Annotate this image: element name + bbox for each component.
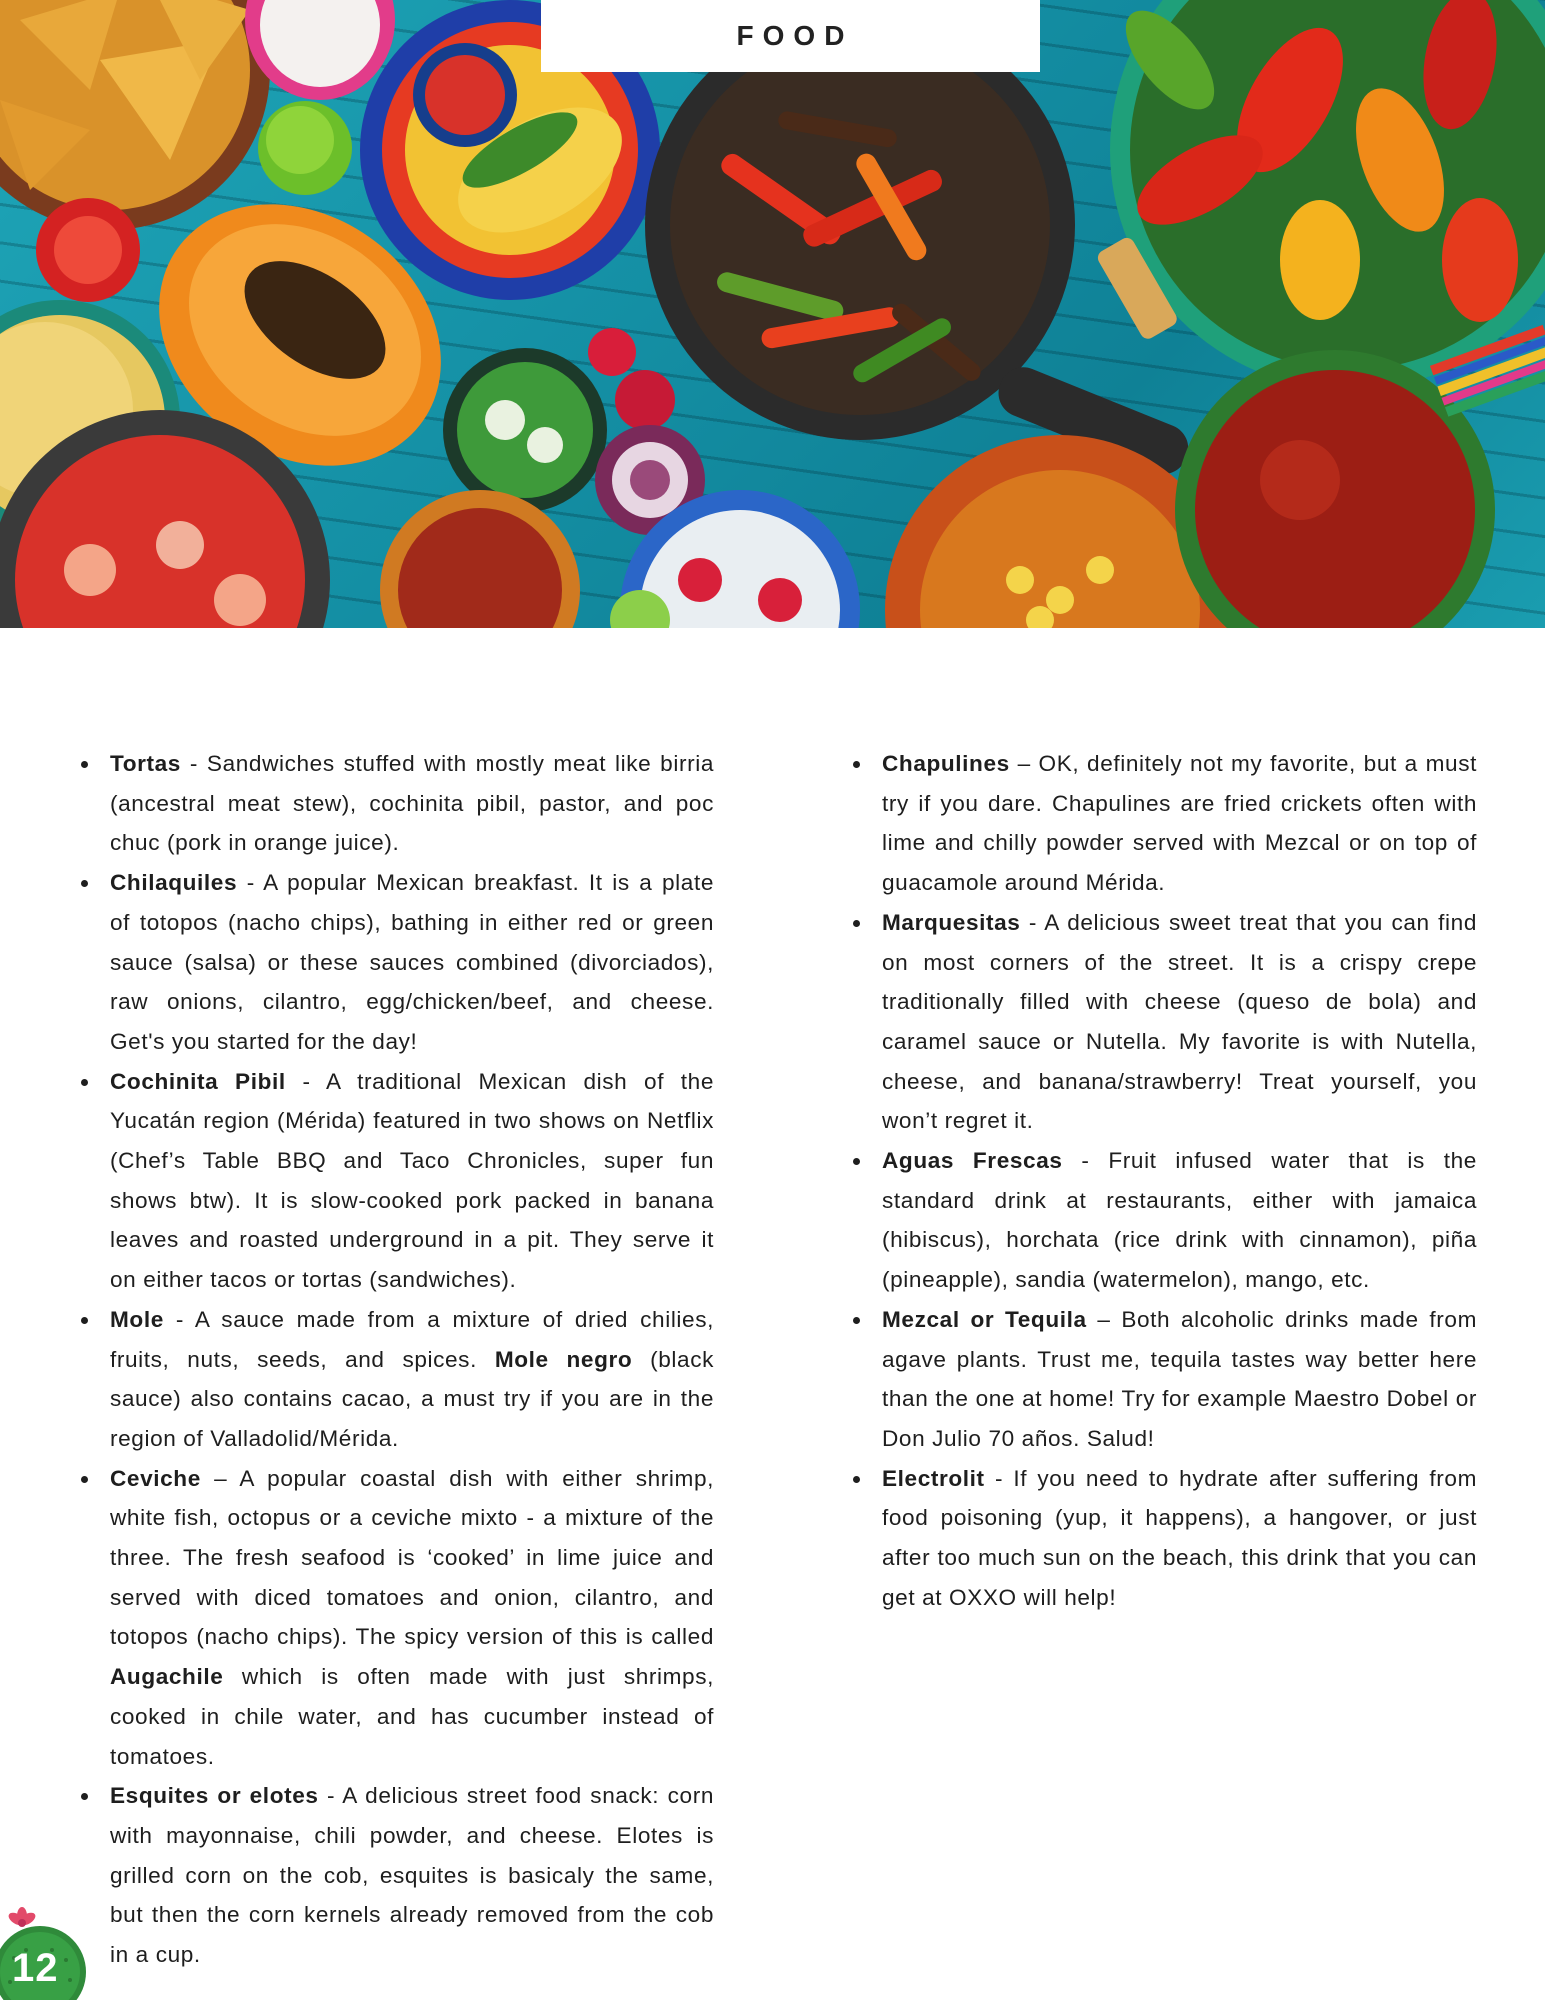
item-term-secondary: Augachile: [110, 1664, 224, 1690]
item-description: - Sandwiches stuffed with mostly meat like birria (ancestral meat stew), cochinita pibil, pastor, and poc chuc (pork in orange juice).: [110, 751, 714, 856]
list-item: [78, 863, 714, 1062]
hero-food-photo: [0, 0, 1545, 628]
list-item: [78, 744, 714, 863]
item-description: - A delicious street food snack: corn with mayonnaise, chili powder, and cheese. Elotes is grilled corn on the cob, esquites is basicaly the same, but then the corn kernels already removed from the cob in a cup.: [110, 1783, 714, 1968]
list-item: [78, 1776, 714, 1975]
item-description: - Fruit infused water that is the standard drink at restaurants, either with jamaica (hibiscus), horchata (rice drink with cinnamon), piña (pineapple), sandia (watermelon), mango, etc.: [882, 1148, 1477, 1293]
item-description: – A popular coastal dish with either shrimp, white fish, octopus or a ceviche mixto - a mixture of the three. The fresh seafood is ‘cooked’ in lime juice and served with diced tomatoes and onion, cilantro, and totopos (nacho chips). The spicy version of this is called: [110, 1465, 714, 1650]
item-term: Chilaquiles: [110, 870, 238, 896]
item-description: - A popular Mexican breakfast. It is a plate of totopos (nacho chips), bathing in either red or green sauce (salsa) or these sauces combined (divorciados), raw onions, cilantro, egg/chicken/beef, and cheese. Get's you started for the day!: [110, 870, 714, 1054]
page-title: FOOD: [736, 20, 854, 51]
list-item: [850, 1141, 1477, 1300]
food-list-right: [850, 744, 1477, 1617]
item-term: Ceviche: [110, 1465, 201, 1491]
item-description: - If you need to hydrate after suffering from food poisoning (yup, it happens), a hangover, or just after too much sun on the beach, this drink that you can get at OXXO will help!: [882, 1465, 1477, 1610]
item-description-cont: which is often made with just shrimps, cooked in chile water, and has cucumber instead of tomatoes.: [110, 1664, 714, 1769]
list-item: [78, 1062, 714, 1300]
list-item: [78, 1459, 714, 1777]
page-number: 12: [12, 1946, 59, 1990]
list-item: [78, 1300, 714, 1459]
item-term: Esquites or elotes: [110, 1783, 319, 1809]
item-description: - A delicious sweet treat that you can find on most corners of the street. It is a crispy crepe traditionally filled with cheese (queso de bola) and caramel sauce or Nutella. My favorite is with Nutella, cheese, and banana/strawberry! Treat yourself, you won’t regret it.: [882, 909, 1477, 1134]
title-box: [541, 0, 1040, 72]
item-term: Tortas: [110, 751, 181, 776]
food-list-left: [78, 744, 714, 1975]
item-term: Marquesitas: [882, 909, 1021, 935]
item-term: Aguas Frescas: [882, 1148, 1063, 1174]
item-description: - A traditional Mexican dish of the Yucatán region (Mérida) featured in two shows on Netflix (Chef’s Table BBQ and Taco Chronicles, super fun shows btw). It is slow-cooked pork packed in banana leaves and roasted underground in a pit. They serve it on either tacos or tortas (sandwiches).: [110, 1068, 714, 1293]
item-description: – OK, definitely not my favorite, but a must try if you dare. Chapulines are fried crickets often with lime and chilly powder served with Mezcal or on top of guacamole around Mérida.: [882, 751, 1477, 896]
item-term: Mezcal or Tequila: [882, 1306, 1087, 1332]
item-description: - A sauce made from a mixture of dried chilies, fruits, nuts, seeds, and spices.: [110, 1306, 714, 1372]
list-item: [850, 1300, 1477, 1459]
item-term-secondary: Mole negro: [494, 1346, 633, 1372]
list-item: [850, 903, 1477, 1141]
food-illustration: [0, 0, 1545, 628]
list-item: [850, 1459, 1477, 1618]
item-term: Electrolit: [882, 1465, 985, 1491]
item-description: – Both alcoholic drinks made from agave plants. Trust me, tequila tastes way better here than the one at home! Try for example Maestro Dobel or Don Julio 70 años. Salud!: [882, 1306, 1477, 1451]
list-item: [850, 744, 1477, 903]
item-description-cont: (black sauce) also contains cacao, a must try if you are in the region of Valladolid/Mérida.: [110, 1346, 714, 1451]
item-term: Chapulines: [882, 751, 1010, 776]
item-term: Cochinita Pibil: [110, 1068, 286, 1094]
item-term: Mole: [110, 1306, 164, 1332]
